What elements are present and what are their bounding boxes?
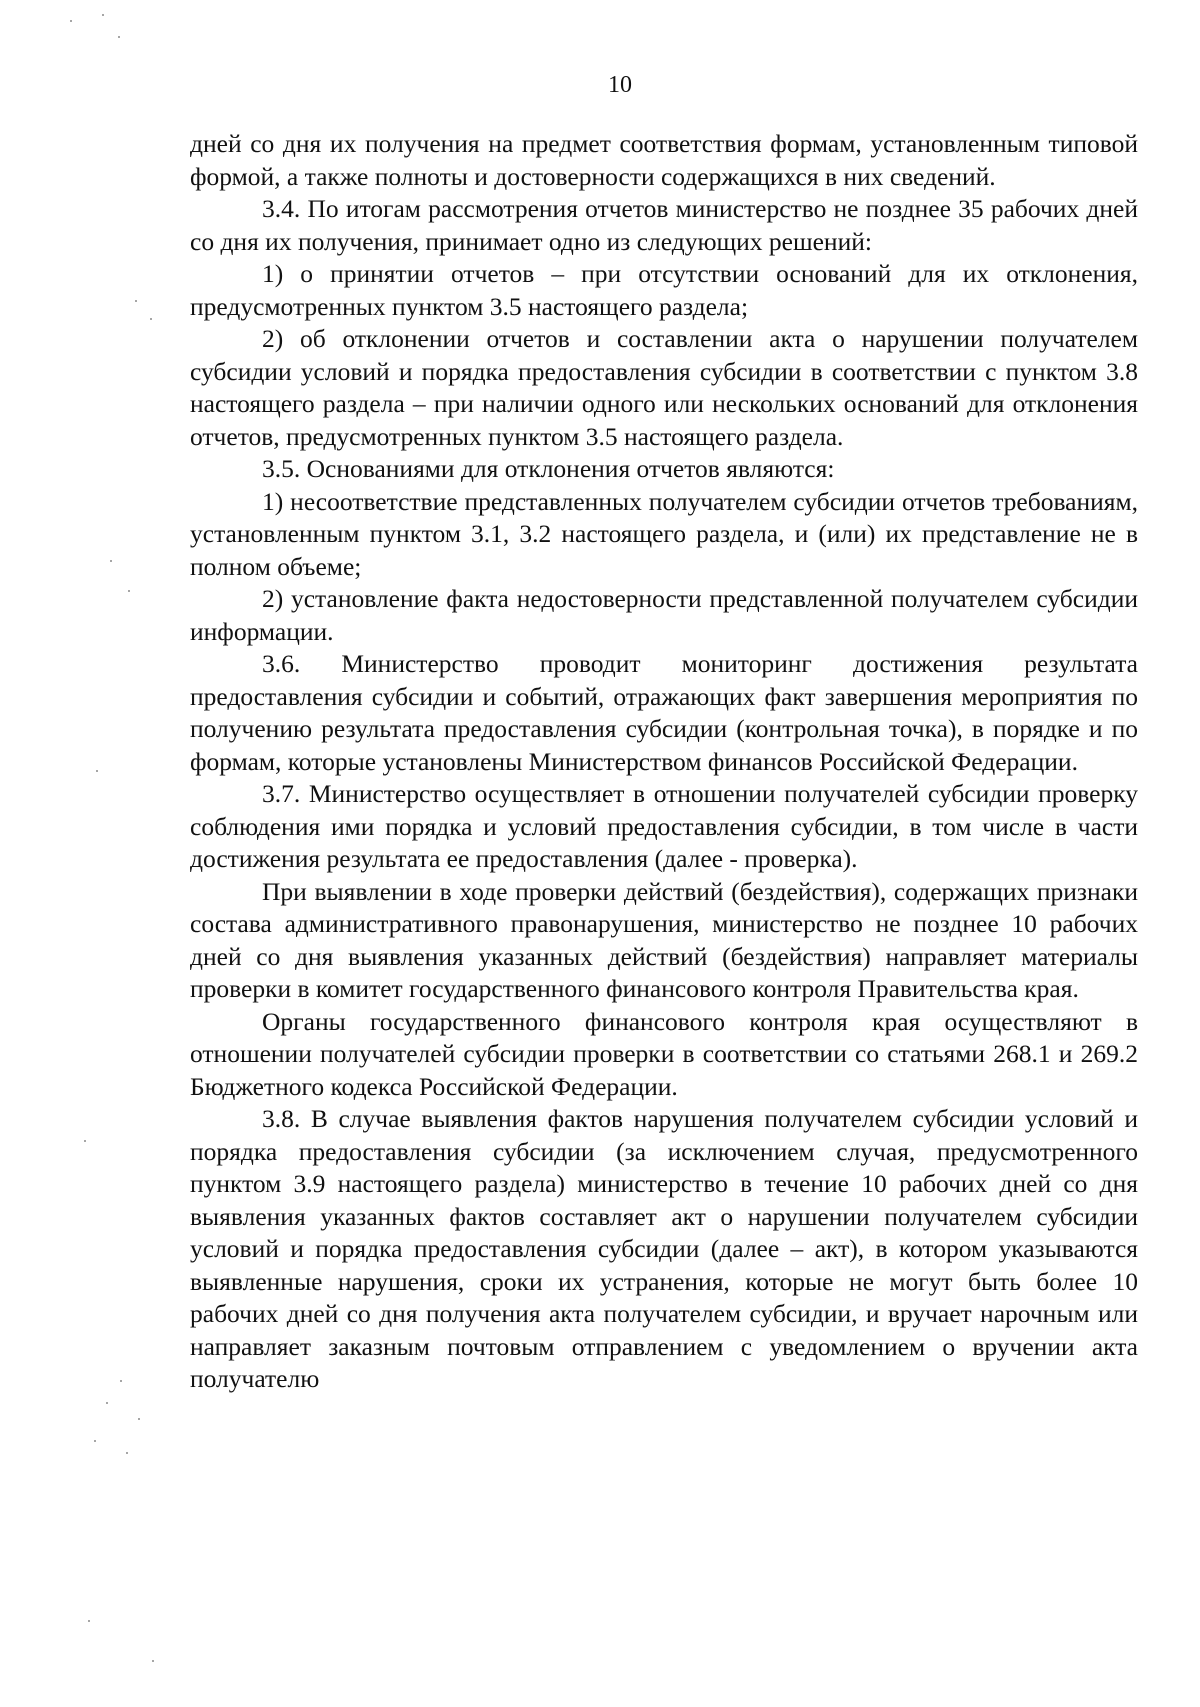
scan-speck xyxy=(118,36,120,38)
paragraph-3-5: 3.5. Основаниями для отклонения отчетов являются: xyxy=(262,454,835,483)
scan-speck xyxy=(106,1402,108,1404)
document-body xyxy=(190,128,1138,1396)
paragraph-3-7-violations: При выявлении в ходе проверки действий (бездействия), содержащих признаки состава административного правонарушения, министерство не позднее 10 рабочих дней со дня выявления указанных действий (бездействия) направляет материалы проверки в комитет государственного финансового контроля Правительства края. xyxy=(190,876,1138,1003)
scan-speck xyxy=(128,590,130,592)
paragraph-3-4-item-2: 2) об отклонении отчетов и составлении акта о нарушении получателем субсидии условий и порядка предоставления субсидии в соответствии с пунктом 3.8 настоящего раздела – при наличии одного или нескольких оснований для отклонения отчетов, предусмотренных пунктом 3.5 настоящего раздела. xyxy=(190,324,1138,451)
scan-speck xyxy=(150,318,152,320)
scan-speck xyxy=(152,1660,154,1662)
paragraph-3-4-item-1: 1) о принятии отчетов – при отсутствии оснований для их отклонения, предусмотренных пунктом 3.5 настоящего раздела; xyxy=(190,259,1138,321)
scan-speck xyxy=(120,1380,122,1382)
page-number: 10 xyxy=(608,72,632,98)
paragraph-continuation: дней со дня их получения на предмет соответствия формам, установленным типовой формой, а также полноты и достоверности содержащихся в них сведений. xyxy=(190,129,1138,191)
scan-speck xyxy=(94,1440,96,1442)
paragraph-3-8: 3.8. В случае выявления фактов нарушения получателем субсидии условий и порядка предоставления субсидии (за исключением случая, предусмотренного пунктом 3.9 настоящего раздела) министерство в течение 10 рабочих дней со дня выявления указанных фактов составляет акт о нарушении получателем субсидии условий и порядка предоставления субсидии (далее – акт), в котором указываются выявленные нарушения, сроки их устранения, которые не могут быть более 10 рабочих дней со дня получения акта получателем субсидии, и вручает нарочным или направляет заказным почтовым отправлением с уведомлением о вручении акта получателю xyxy=(190,1104,1138,1393)
paragraph-3-7: 3.7. Министерство осуществляет в отношении получателей субсидии проверку соблюдения ими порядка и условий предоставления субсидии, в том числе в части достижения результата ее предоставления (далее - проверка). xyxy=(190,779,1138,873)
paragraph-3-5-item-2: 2) установление факта недостоверности представленной получателем субсидии информации. xyxy=(190,584,1138,646)
scan-speck xyxy=(110,560,112,562)
scan-speck xyxy=(138,1418,140,1420)
paragraph-3-6: 3.6. Министерство проводит мониторинг достижения результата предоставления субсидии и событий, отражающих факт завершения мероприятия по получению результата предоставления субсидии (контрольная точка), в порядке и по формам, которые установлены Министерством финансов Российской Федерации. xyxy=(190,649,1138,776)
paragraph-3-5-item-1: 1) несоответствие представленных получателем субсидии отчетов требованиям, установленным пунктом 3.1, 3.2 настоящего раздела, и (или) их представление не в полном объеме; xyxy=(190,486,1138,581)
scan-speck xyxy=(96,770,98,772)
scan-speck xyxy=(70,20,72,22)
scan-speck xyxy=(88,1620,90,1622)
paragraph-3-4: 3.4. По итогам рассмотрения отчетов министерство не позднее 35 рабочих дней со дня их получения, принимает одно из следующих решений: xyxy=(190,194,1138,256)
scan-speck xyxy=(126,1452,128,1454)
scan-speck xyxy=(102,14,104,16)
paragraph-3-7-control-bodies: Органы государственного финансового контроля края осуществляют в отношении получателей субсидии проверки в соответствии со статьями 268.1 и 269.2 Бюджетного кодекса Российской Федерации. xyxy=(190,1006,1138,1101)
scan-speck xyxy=(84,1140,86,1142)
scan-speck xyxy=(135,300,137,302)
